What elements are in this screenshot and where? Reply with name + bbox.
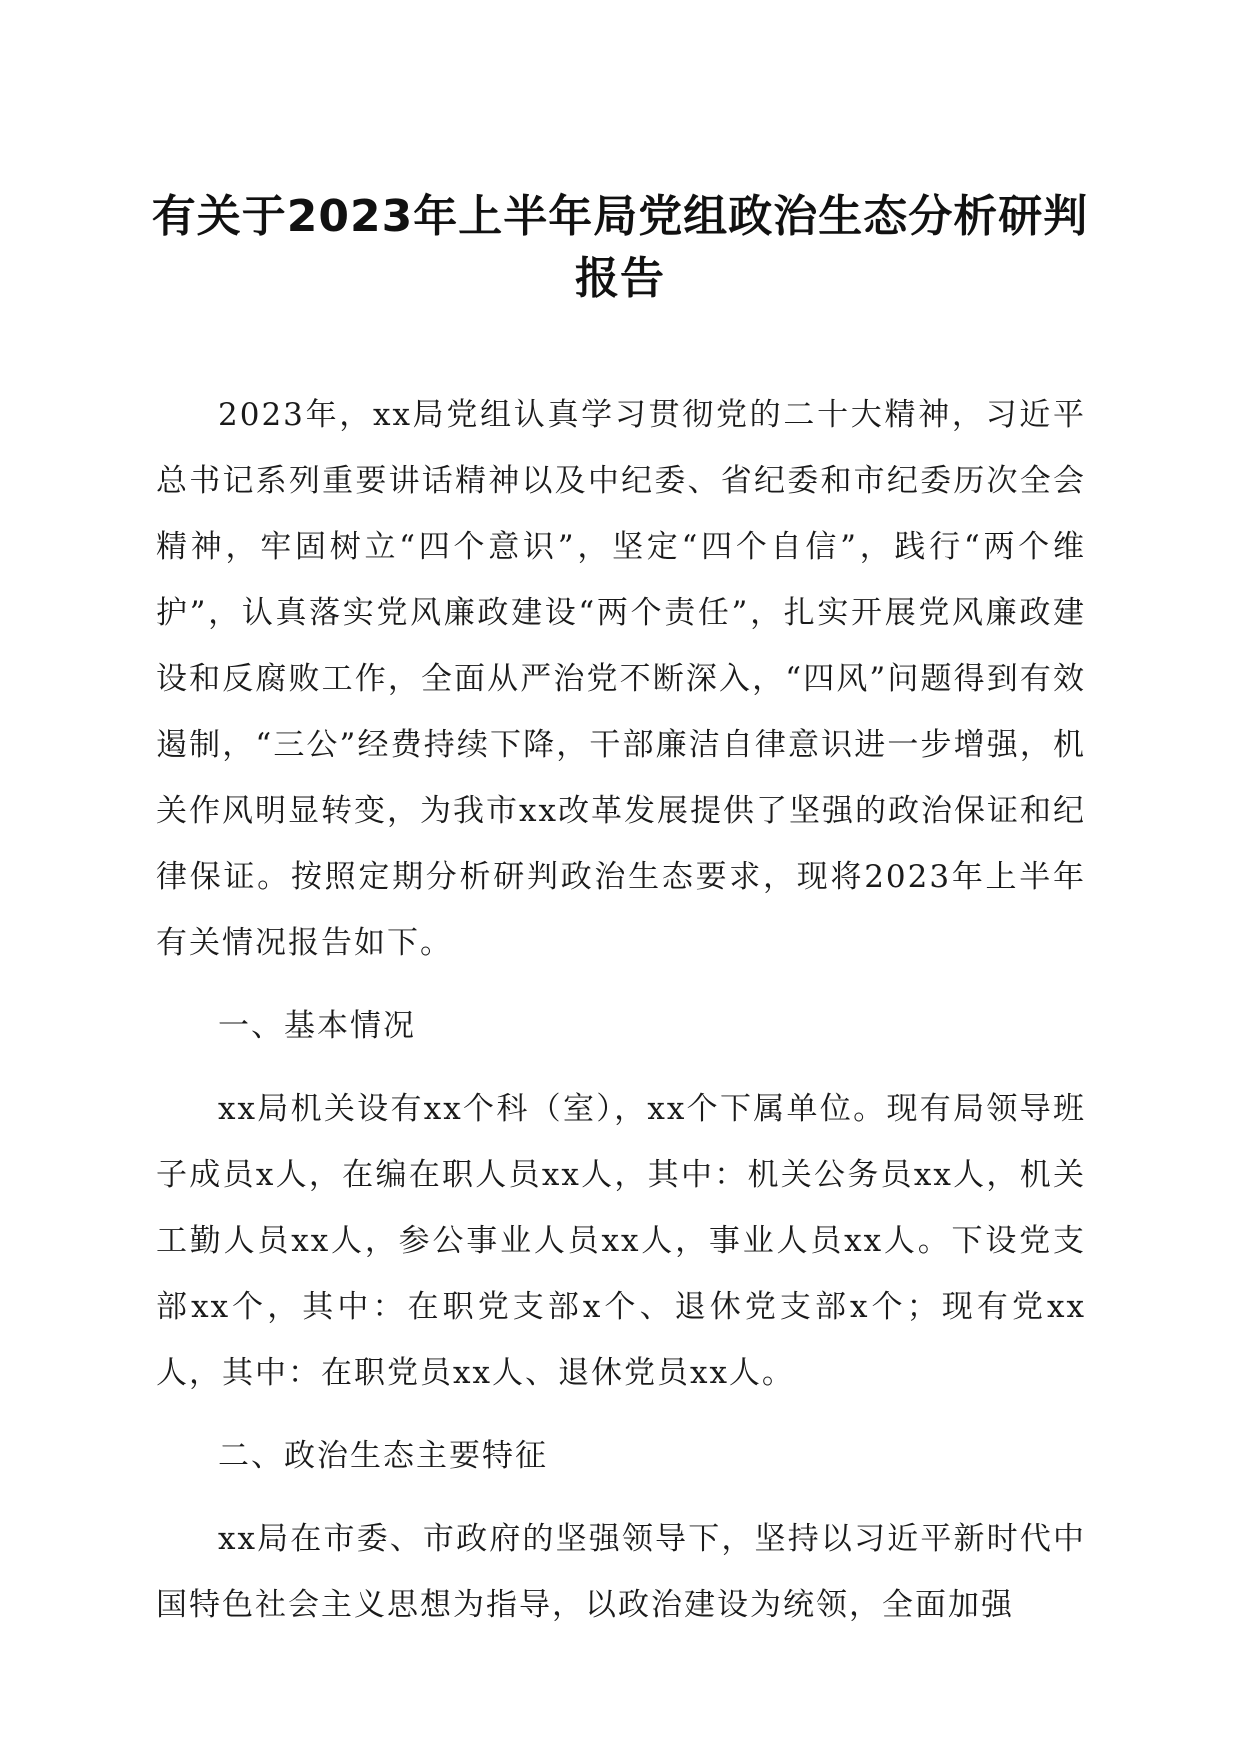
section-paragraph-political-ecology: xx局在市委、市政府的坚强领导下，坚持以习近平新时代中国特色社会主义思想为指导，以政治建设为统领，全面加强 <box>156 1521 1086 1623</box>
section-heading-political-ecology: 二、政治生态主要特征 <box>218 1438 548 1474</box>
section-heading-basic-situation: 一、基本情况 <box>218 1008 416 1044</box>
document-title: 有关于2023年上半年局党组政治生态分析研判报告 <box>151 191 1089 304</box>
section-paragraph-basic-situation: xx局机关设有xx个科（室），xx个下属单位。现有局领导班子成员x人，在编在职人员xx人，其中：机关公务员xx人，机关工勤人员xx人，参公事业人员xx人，事业人员xx人。下设党支部xx个，其中：在职党支部x个、退休党支部x个；现有党xx人，其中：在职党员xx人、退休党员xx人。 <box>156 1091 1086 1391</box>
intro-paragraph: 2023年，xx局党组认真学习贯彻党的二十大精神，习近平总书记系列重要讲话精神以及中纪委、省纪委和市纪委历次全会精神，牢固树立“四个意识”，坚定“四个自信”，践行“两个维护”，认真落实党风廉政建设“两个责任”，扎实开展党风廉政建设和反腐败工作，全面从严治党不断深入，“四风”问题得到有效遏制，“三公”经费持续下降，干部廉洁自律意识进一步增强，机关作风明显转变，为我市xx改革发展提供了坚强的政治保证和纪律保证。按照定期分析研判政治生态要求，现将2023年上半年有关情况报告如下。 <box>156 397 1086 961</box>
document-body <box>156 382 1086 1662</box>
